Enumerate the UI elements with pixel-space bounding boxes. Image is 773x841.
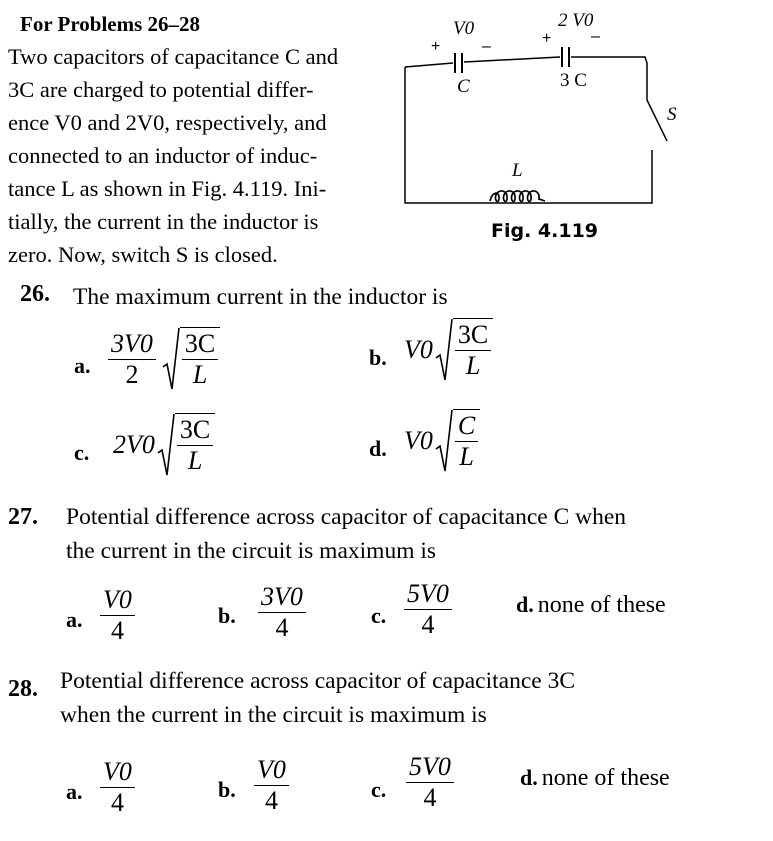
q28-option-d: [520, 765, 670, 792]
fraction-numerator: 3C: [457, 320, 489, 349]
intro-line: tance L as shown in Fig. 4.119. Ini-: [8, 176, 327, 201]
fraction-denominator: 4: [275, 613, 289, 642]
cap1-voltage: V0: [453, 18, 475, 39]
q27-option-c-expression: [404, 579, 452, 640]
fraction-numerator: C: [457, 411, 476, 440]
option-label: c.: [74, 440, 90, 465]
circuit-wire: [405, 67, 652, 203]
inductor-label: L: [512, 160, 523, 181]
fraction-numerator: V0: [103, 585, 132, 614]
q28-option-c-label: c.: [371, 777, 387, 802]
fraction-numerator: 5V0: [407, 579, 449, 608]
q27-option-c-label: c.: [371, 603, 387, 628]
q26-option-b: [369, 345, 387, 371]
cap2-capacitance-label: 3 C: [560, 70, 587, 91]
fraction-denominator: 2: [125, 359, 139, 389]
q26-number: 26.: [20, 281, 50, 307]
fraction-numerator: 5V0: [409, 752, 451, 781]
cap1-voltage-label: [453, 18, 474, 40]
fraction-denominator: 4: [423, 783, 437, 812]
fraction-numerator: V0: [257, 755, 286, 784]
inductor-coil: [490, 191, 545, 201]
option-label: a.: [74, 353, 91, 378]
circuit-wire: [464, 57, 560, 62]
q26-option-b-expression: [404, 318, 493, 382]
option-text: none of these: [541, 765, 670, 791]
intro-line: zero. Now, switch S is closed.: [8, 242, 278, 267]
fraction-denominator: 4: [110, 616, 124, 645]
fraction-numerator: 3V0: [261, 582, 303, 611]
q26-option-d: [369, 436, 387, 462]
radical-sign-icon: [157, 413, 175, 477]
fraction-denominator: L: [187, 446, 203, 475]
q28-text: [60, 664, 770, 732]
q28-option-b-expression: [254, 755, 289, 816]
question-line: the current in the circuit is maximum is: [66, 538, 437, 564]
cap2-voltage-label: 2 V0: [558, 10, 594, 31]
square-root: [435, 318, 493, 382]
q28-option-a-expression: [100, 757, 135, 818]
q26-option-d-expression: [404, 409, 480, 473]
square-root: [162, 327, 220, 391]
q27-option-a-label: a.: [66, 607, 83, 632]
q26-option-a-expression: [108, 327, 220, 391]
radical-sign-icon: [162, 327, 180, 391]
q27-option-a-expression: [100, 585, 135, 646]
q26-text: The maximum current in the inductor is: [73, 284, 448, 310]
fraction-numerator: 3C: [184, 329, 216, 358]
coefficient: 2V0: [113, 430, 155, 459]
option-text: none of these: [537, 592, 666, 618]
coefficient-fraction: [108, 329, 156, 390]
cap1-capacitance-label: C: [457, 76, 470, 97]
q26-option-a: [74, 353, 91, 379]
coefficient: V0: [404, 335, 433, 364]
question-line: Potential difference across capacitor of capacitance 3C: [60, 668, 576, 694]
q27-text: [66, 500, 766, 568]
question-line: when the current in the circuit is maximum is: [60, 702, 487, 728]
intro-paragraph: [8, 40, 403, 271]
q26-option-c: [74, 440, 89, 466]
intro-line: 3C are charged to potential differ-: [8, 77, 314, 102]
switch-label: S: [667, 104, 677, 125]
question-line: Potential difference across capacitor of capacitance C when: [66, 504, 627, 530]
square-root: [435, 409, 480, 473]
q28-number: 28.: [8, 676, 38, 702]
figure-caption: Fig. 4.119: [491, 220, 599, 242]
cap1-minus-sign: –: [482, 38, 491, 55]
coefficient: V0: [404, 426, 433, 455]
fraction-numerator: 3V0: [111, 328, 153, 358]
option-label: d.: [369, 436, 387, 461]
q27-number: 27.: [8, 504, 38, 530]
cap2-minus-sign: –: [591, 28, 600, 45]
q27-option-b-expression: [258, 582, 306, 643]
q28-option-a-label: a.: [66, 779, 83, 804]
cap2-plus-sign: +: [542, 30, 552, 47]
circuit-wire: [405, 63, 453, 67]
fraction-denominator: 4: [264, 786, 278, 815]
q27-option-d: [516, 592, 666, 619]
intro-line: tially, the current in the inductor is: [8, 209, 319, 234]
square-root: [157, 413, 215, 477]
radical-sign-icon: [435, 409, 453, 473]
q28-option-c-expression: [406, 752, 454, 813]
fraction-denominator: L: [465, 351, 481, 380]
q27-option-b-label: b.: [218, 603, 236, 628]
fraction-numerator: V0: [103, 757, 132, 786]
option-label: d.: [520, 765, 538, 790]
intro-line: Two capacitors of capacitance C and: [8, 44, 339, 69]
intro-line: connected to an inductor of induc-: [8, 143, 318, 168]
fraction-denominator: 4: [110, 788, 124, 817]
option-label: b.: [369, 345, 387, 370]
switch-blade: [647, 100, 667, 141]
q28-option-b-label: b.: [218, 777, 236, 802]
option-label: d.: [516, 592, 534, 617]
cap1-plus-sign: +: [431, 38, 441, 55]
fraction-denominator: 4: [421, 610, 435, 639]
fraction-denominator: L: [192, 360, 208, 389]
radical-sign-icon: [435, 318, 453, 382]
fraction-numerator: 3C: [179, 415, 211, 444]
intro-line: ence V0 and 2V0, respectively, and: [8, 110, 327, 135]
q26-option-c-expression: [113, 413, 215, 477]
fraction-denominator: L: [459, 442, 474, 471]
problem-set-heading: For Problems 26–28: [20, 12, 201, 36]
